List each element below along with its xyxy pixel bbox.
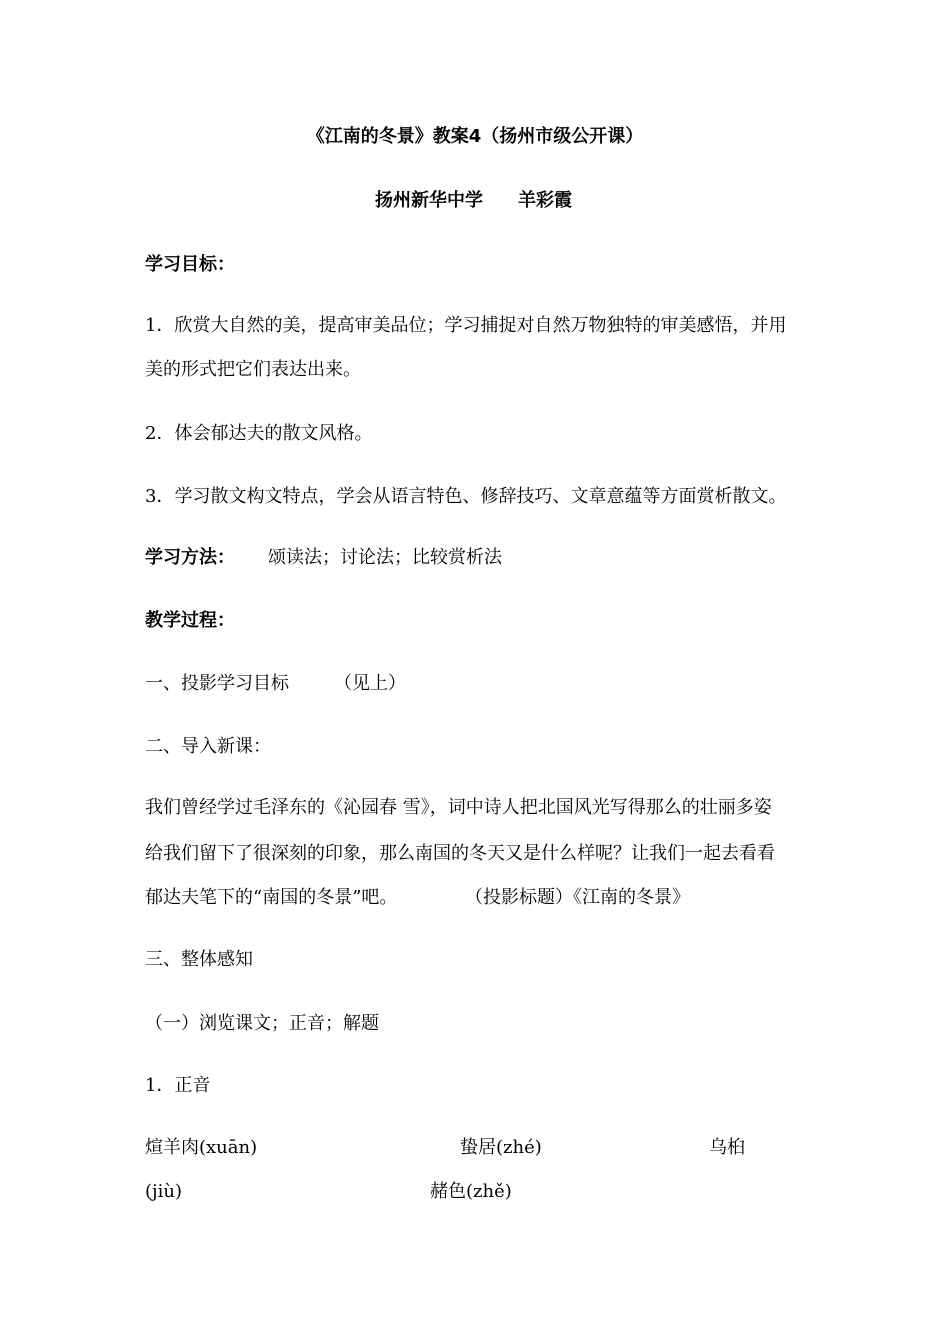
process-step-3: 三、整体感知 — [145, 949, 253, 970]
pronunciation-word-4: 赭色(zhě) — [430, 1181, 512, 1202]
substep-1: （一）浏览课文；正音；解题 — [145, 1013, 379, 1034]
objective-item-1-line-1: 1．欣赏大自然的美，提高审美品位；学习捕捉对自然万物独特的审美感悟，并用 — [145, 315, 787, 336]
pronunciation-word-1: 煊羊肉(xuān) — [145, 1137, 258, 1158]
document-title: 《江南的冬景》教案4（扬州市级公开课） — [306, 126, 644, 147]
process-heading: 教学过程： — [145, 610, 235, 631]
author-name: 羊彩霞 — [518, 190, 572, 211]
methods-text: 颂读法；讨论法；比较赏析法 — [268, 547, 502, 568]
pronunciation-heading: 1．正音 — [145, 1075, 211, 1096]
pronunciation-word-3: 乌桕 — [709, 1137, 745, 1158]
methods-heading: 学习方法： — [145, 547, 235, 568]
process-step-1: 一、投影学习目标 — [145, 673, 289, 694]
author-school: 扬州新华中学 — [375, 190, 483, 211]
objective-item-1-line-2: 美的形式把它们表达出来。 — [145, 359, 361, 380]
pronunciation-word-2: 蛰居(zhé) — [460, 1137, 542, 1158]
intro-line-1: 我们曾经学过毛泽东的《沁园春 雪》，词中诗人把北国风光写得那么的壮丽多姿 — [145, 797, 772, 818]
objectives-heading: 学习目标： — [145, 254, 235, 275]
intro-line-3-note: （投影标题）《江南的冬景》 — [465, 887, 690, 908]
pronunciation-word-3-pinyin: (jiù) — [145, 1181, 182, 1202]
intro-line-3: 郁达夫笔下的“南国的冬景”吧。 — [145, 887, 398, 908]
process-step-1-note: （见上） — [334, 673, 406, 694]
intro-line-2: 给我们留下了很深刻的印象，那么南国的冬天又是什么样呢？让我们一起去看看 — [145, 843, 775, 864]
objective-item-3: 3．学习散文构文特点，学会从语言特色、修辞技巧、文章意蕴等方面赏析散文。 — [145, 486, 787, 507]
objective-item-2: 2．体会郁达夫的散文风格。 — [145, 423, 373, 444]
process-step-2: 二、导入新课： — [145, 736, 271, 757]
